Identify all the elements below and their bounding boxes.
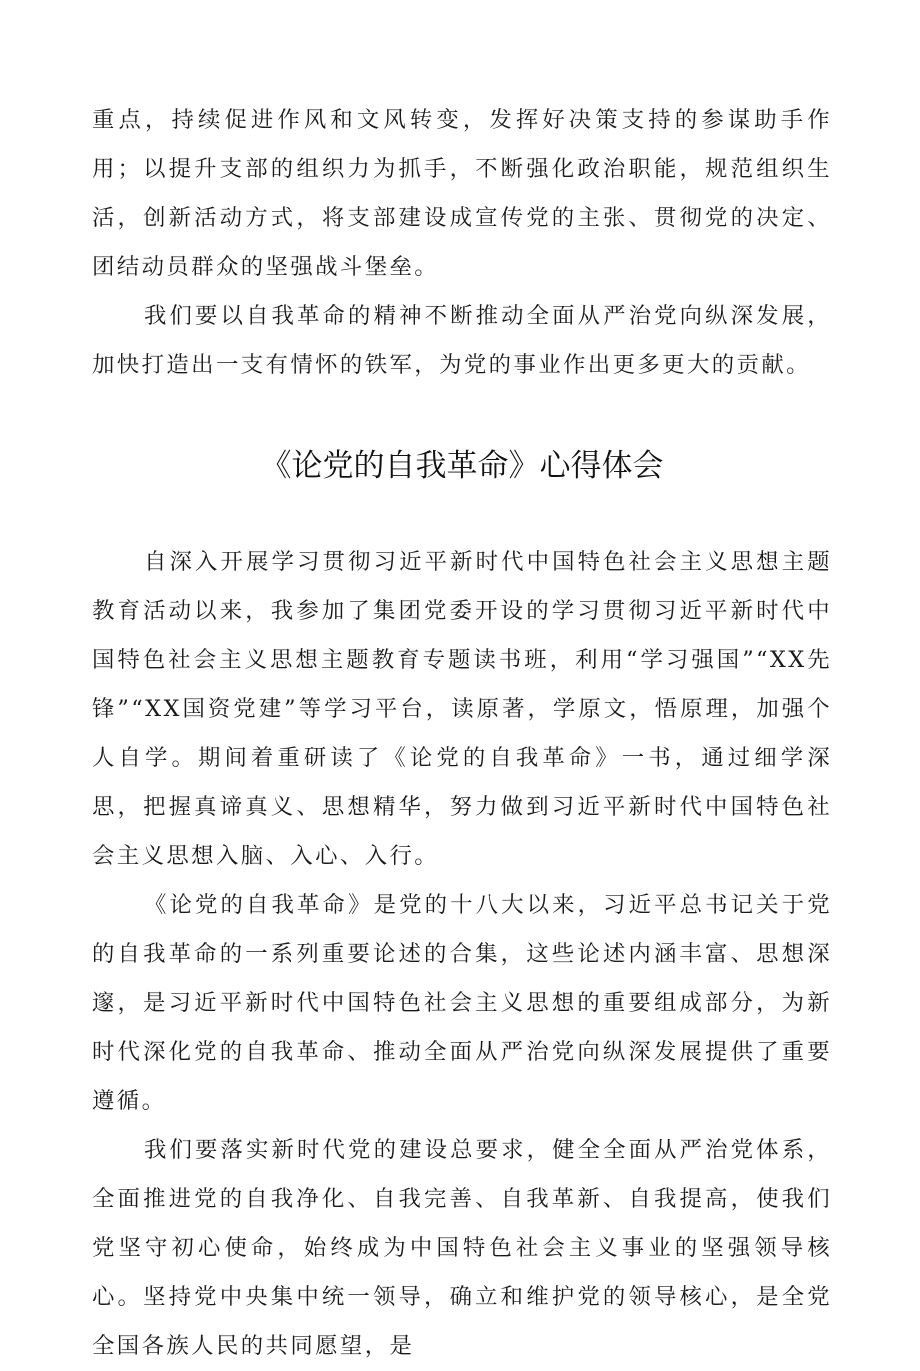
article-title: 《论党的自我革命》心得体会 [260,448,664,484]
article-paragraph-2: 《论党的自我革命》是党的十八大以来，习近平总书记关于党的自我革命的一系列重要论述的合集，这些论述内涵丰富、思想深邃，是习近平新时代中国特色社会主义思想的重要组成部分，为新时代深化党的自我革命、推动全面从严治党向纵深发展提供了重要遵循。 [92,892,832,1114]
article-paragraph-3: 我们要落实新时代党的建设总要求，健全全面从严治党体系，全面推进党的自我净化、自我完善、自我革新、自我提高，使我们党坚守初心使命，始终成为中国特色社会主义事业的坚强领导核心。坚持党中央集中统一领导，确立和维护党的领导核心，是全党全国各族人民的共同愿望，是 [92,1137,832,1359]
closing-paragraph: 我们要以自我革命的精神不断推动全面从严治党向纵深发展，加快打造出一支有情怀的铁军，为党的事业作出更多更大的贡献。 [92,303,832,378]
continued-paragraph: 重点，持续促进作风和文风转变，发挥好决策支持的参谋助手作用；以提升支部的组织力为抓手，不断强化政治职能，规范组织生活，创新活动方式，将支部建设成宣传党的主张、贯彻党的决定、团结动员群众的坚强战斗堡垒。 [92,107,832,280]
document-page [92,96,832,1371]
article-paragraph-1: 自深入开展学习贯彻习近平新时代中国特色社会主义思想主题教育活动以来，我参加了集团党委开设的学习贯彻习近平新时代中国特色社会主义思想主题教育专题读书班，利用“学习强国”“XX先锋”“XX国资党建”等学习平台，读原著，学原文，悟原理，加强个人自学。期间着重研读了《论党的自我革命》一书，通过细学深思，把握真谛真义、思想精华，努力做到习近平新时代中国特色社会主义思想入脑、入心、入行。 [92,549,832,869]
